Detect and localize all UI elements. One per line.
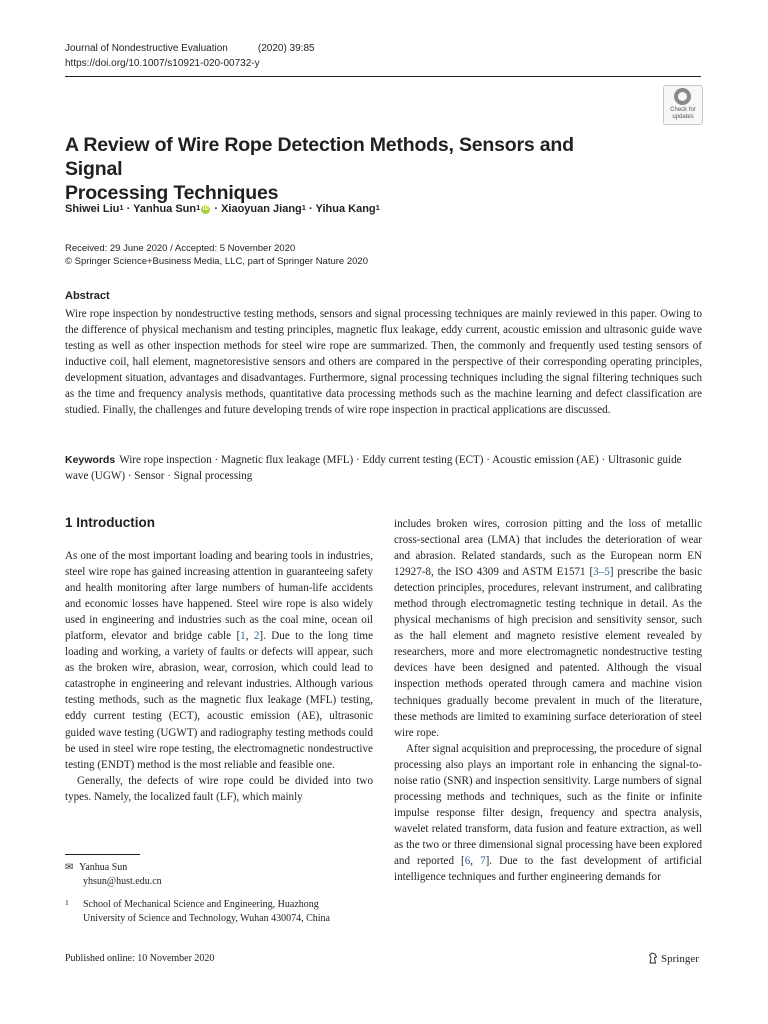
citation-link[interactable]: 7 [480, 854, 486, 867]
paragraph-text: ]. Due to the long time loading and working, a variety of faults or defects will appear, such as the broken wire, abrasion, wear, corrosion, which could lead to catastrophe in engineering and relevant industries. Although various testing methods, such as the magnetic flux leakage (MFL) testing, eddy current testing (ECT), acoustic emission (AE), ultrasonic guided wave testing (UGWT) and radiography testing methods could be used in steel wire rope testing, the electromagnetic nondestructive testing (ENDT) method is the most reliable and feasible one. [65, 630, 373, 771]
paper-title [65, 133, 625, 205]
citation-link[interactable]: 3–5 [593, 566, 610, 579]
paragraph [65, 548, 373, 773]
paragraph-text: As one of the most important loading and bearing tools in industries, steel wire rope has gained increasing attention in guaranteeing safety and health monitoring after large numbers of human-life accidents and economic losses have happened. Steel wire rope is also widely used in engineering and industries such as the coal mine, ocean oil platform, elevator and bridge cable [ [65, 550, 373, 643]
author-name: Shiwei Liu [65, 203, 120, 215]
paragraph-text: After signal acquisition and preprocessing, the procedure of signal processing also plays an important role in enhancing the signal-to-noise ratio (SNR) and inspection sensitivity. Large numbers of signal processing methods and techniques, such as the finite or infinite impulse response filter design, frequency and spectra analysis, wavelet related transform, data fusion and feature extraction, as well as the two or three dimensional signal processing have been explored and reported [ [394, 742, 702, 867]
author-affiliation: 1 [375, 203, 380, 212]
publisher-name: Springer [661, 953, 699, 965]
affiliation-line: School of Mechanical Science and Engineering, Huazhong [83, 899, 319, 910]
author-affiliation: 1 [301, 203, 306, 212]
paragraph: Generally, the defects of wire rope could be divided into two types. Namely, the localized fault (LF), which mainly [65, 774, 373, 803]
received-dates: Received: 29 June 2020 / Accepted: 5 November 2020 [65, 243, 296, 254]
footnote-rule [65, 854, 140, 855]
header-rule [65, 76, 701, 77]
envelope-icon: ✉ [65, 862, 74, 873]
body-column-right [394, 516, 702, 885]
paragraph-text: includes broken wires, corrosion pitting and the loss of metallic cross-sectional area (LMA) that includes the deterioration of wear and abrasion. Related standards, such as the European norm EN 12927-8, the ISO 4309 and ASTM E1571 [ [394, 518, 702, 579]
author-affiliation: 1 [119, 203, 124, 212]
author-separator: · [211, 203, 222, 215]
abstract-text: Wire rope inspection by nondestructive testing methods, sensors and signal processing techniques are mainly reviewed in this paper. Owing to the difference of physical mechanism and testing principles, magnetic flux leakage, eddy current, acoustic emission and ultrasonic guide wave testing as well as other inspection methods for steel wire rope are summarized. Then, the commonly and frequently used testing sensors of inductive coil, hall element, magnetoresistive sensors and others are compared in the perspective of their corresponding operating principles, development situation, advantages and disadvantages. Furthermore, signal processing techniques including the signal filtering techniques such as the time and frequency analysis methods, quantitative data processing methods such as the machine learning and defect classification are studied. Finally, the challenges and future developing trends of wire rope inspection in practical applications are discussed. [65, 308, 702, 417]
paragraph-text: ]. Due to the fast development of artificial intelligence techniques and further engineering demands for [394, 854, 703, 884]
title-line-1: A Review of Wire Rope Detection Methods, Sensors and Signal [65, 134, 574, 180]
section-heading: 1 Introduction [65, 515, 155, 530]
check-for-updates-badge[interactable] [663, 85, 703, 125]
author-list [65, 202, 380, 217]
author-name: Xiaoyuan Jiang [221, 203, 302, 215]
published-online: Published online: 10 November 2020 [65, 953, 215, 964]
author-separator: · [123, 203, 134, 215]
paragraph [394, 741, 702, 885]
abstract-heading: Abstract [65, 290, 110, 302]
citation-link[interactable]: 2 [253, 630, 260, 643]
keywords [65, 452, 702, 484]
journal-header [65, 41, 315, 56]
author-affiliation: 1 [196, 203, 201, 212]
author-name: Yanhua Sun [133, 203, 197, 215]
citation-link[interactable]: 6 [464, 854, 471, 867]
affiliation-number: 1 [65, 898, 69, 907]
author-name: Yihua Kang [315, 203, 376, 215]
keywords-list: Wire rope inspection · Magnetic flux leakage (MFL) · Eddy current testing (ECT) · Acoustic emission (AE) · Ultrasonic guide wave (UGW) · Sensor · Signal processing [65, 454, 682, 483]
paragraph-text: ] prescribe the basic detection principles, procedures, relevant instrument, and calibrating method through electromagnetic testing technique in detail. As the physical mechanisms of high precision and sensitivity sensor, such as the hall element and magneto resistive element revealed by researchers, more and more electromagnetic nondestructive testing devices have been designed and patented. Although the visual inspection methods operated through camera and machine vision techniques gradually become prevalent in much of the literature, these methods are limited to examining surface deterioration of steel wire rope. [394, 566, 702, 739]
contact-name: Yanhua Sun [79, 862, 128, 873]
journal-citation: (2020) 39:85 [257, 43, 315, 54]
corresponding-author [65, 861, 162, 888]
badge-label: Check for updates [670, 107, 696, 120]
author-separator: · [305, 203, 316, 215]
springer-horse-icon [648, 952, 658, 964]
title-line-2: Processing Techniques [65, 182, 279, 204]
keywords-label: Keywords [65, 454, 116, 466]
publisher-logo [648, 952, 699, 965]
paragraph-text: , [245, 630, 254, 643]
journal-name: Journal of Nondestructive Evaluation [65, 43, 228, 54]
doi-link[interactable]: https://doi.org/10.1007/s10921-020-00732-y [65, 58, 260, 69]
affiliation-footnote [65, 898, 330, 925]
check-updates-icon [674, 88, 691, 105]
affiliation-line: University of Science and Technology, Wuhan 430074, China [83, 912, 330, 924]
orcid-icon[interactable]: iD [202, 205, 209, 212]
copyright-notice: © Springer Science+Business Media, LLC, part of Springer Nature 2020 [65, 256, 368, 267]
paragraph [394, 516, 702, 741]
citation-link[interactable]: 1 [240, 630, 246, 643]
body-column-left [65, 548, 373, 805]
paragraph-text: , [470, 854, 481, 867]
contact-email[interactable]: yhsun@hust.edu.cn [83, 875, 162, 887]
